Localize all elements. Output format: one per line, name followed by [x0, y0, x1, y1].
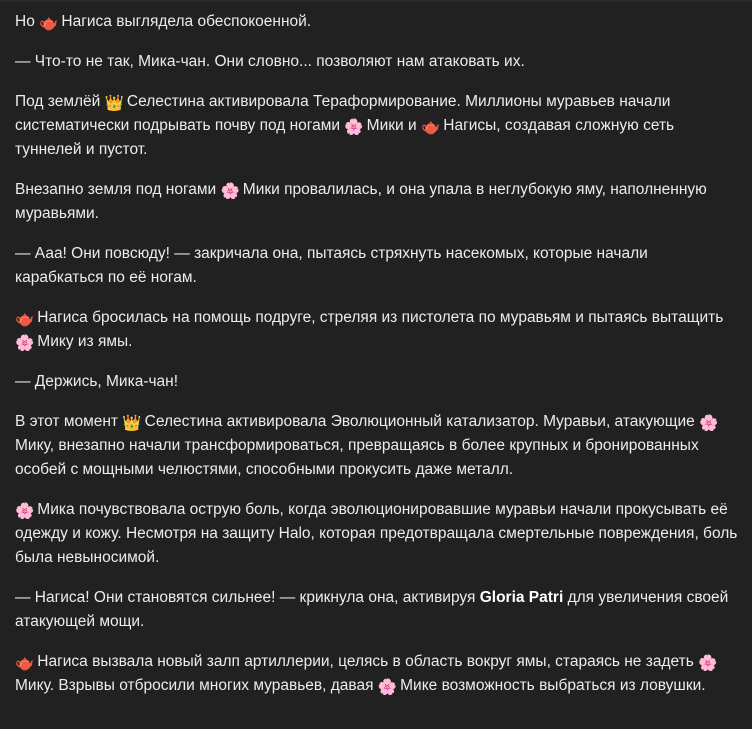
- paragraph: В этот момент 👑 Селестина активировала Эволюционный катализатор. Муравьи, атакующие 🌸 Мику, внезапно начали трансформироваться, превращаясь в более крупных и бронированных особей с мощными челюстями, способными прокусить даже металл.: [15, 413, 719, 478]
- cherry-blossom-icon: 🌸: [220, 183, 240, 200]
- paragraph: Но 🫖 Нагиса выглядела обеспокоенной.: [15, 13, 312, 32]
- crown-icon: 👑: [122, 415, 142, 432]
- cherry-blossom-icon: 🌸: [344, 119, 364, 136]
- paragraph: — Нагиса! Они становятся сильнее! — крикнула она, активируя Gloria Patri для увеличения своей атакующей мощи.: [15, 589, 729, 630]
- paragraph: Внезапно земля под ногами 🌸 Мики провалилась, и она упала в неглубокую яму, наполненную муравьями.: [15, 181, 707, 222]
- cherry-blossom-icon: 🌸: [699, 415, 719, 432]
- cherry-blossom-icon: 🌸: [15, 503, 35, 520]
- paragraph: — Что-то не так, Мика-чан. Они словно... позволяют нам атаковать их.: [15, 53, 525, 70]
- paragraph: Под землёй 👑 Селестина активировала Тераформирование. Миллионы муравьев начали систематически подрывать почву под ногами 🌸 Мики и 🫖 Нагисы, создавая сложную сеть туннелей и пустот.: [15, 93, 675, 158]
- paragraph: 🌸 Мика почувствовала острую боль, когда эволюционировавшие муравьи начали прокусывать её одежду и кожу. Несмотря на защиту Halo, которая предотвращала смертельные повреждения, боль была невыносимой.: [15, 501, 738, 566]
- paragraph: — Держись, Мика-чан!: [15, 373, 179, 390]
- cherry-blossom-icon: 🌸: [377, 679, 398, 696]
- paragraph: — Ааа! Они повсюду! — закричала она, пытаясь стряхнуть насекомых, которые начали карабкаться по её ногам.: [15, 245, 648, 286]
- skill-name: Gloria Patri: [479, 589, 564, 606]
- cherry-blossom-icon: 🌸: [698, 655, 718, 672]
- teapot-icon: 🫖: [15, 655, 35, 672]
- teapot-icon: 🫖: [15, 311, 35, 328]
- cherry-blossom-icon: 🌸: [15, 335, 35, 352]
- crown-icon: 👑: [104, 95, 124, 112]
- paragraph: 🫖 Нагиса вызвала новый залп артиллерии, целясь в область вокруг ямы, стараясь не задеть 🌸 Мику. Взрывы отбросили многих муравьев, давая 🌸 Мике возможность выбраться из ловушки.: [15, 653, 718, 696]
- teapot-icon: 🫖: [39, 15, 59, 32]
- teapot-icon: 🫖: [420, 119, 441, 136]
- divider: [0, 0, 752, 2]
- paragraph: 🫖 Нагиса бросилась на помощь подруге, стреляя из пистолета по муравьям и пытаясь вытащить 🌸 Мику из ямы.: [15, 309, 724, 352]
